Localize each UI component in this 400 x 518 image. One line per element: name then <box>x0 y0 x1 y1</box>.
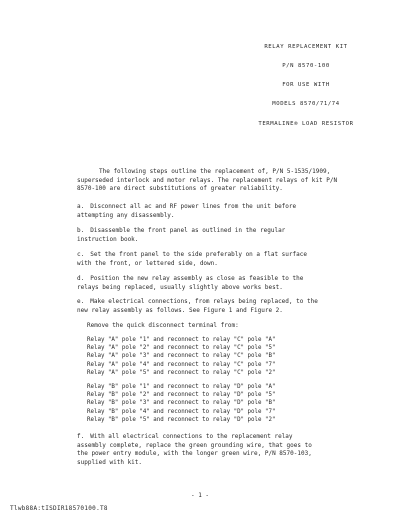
connection-row: Relay "B" pole "1" and reconnect to relay "D" pole "A" <box>87 384 276 390</box>
step-label: b. <box>77 227 85 234</box>
intro-line: 8570-100 are direct substitutions of greater reliability. <box>77 185 283 193</box>
step-label: c. <box>77 251 85 258</box>
step-a <box>77 203 351 220</box>
connection-row: Relay "A" pole "2" and reconnect to relay "C" pole "5" <box>87 345 276 352</box>
step-f <box>77 433 351 467</box>
step-label: a. <box>77 203 85 210</box>
step-text: Disassemble the front panel as outlined in the regular <box>90 227 286 234</box>
document-id: Tlwb88A:tISDIR18570100.T8 <box>10 505 108 512</box>
intro-line: superseded interlock and motor relays. The replacement relays of kit P/N <box>77 176 338 184</box>
step-text: relays being replaced, usually slightly above works best. <box>77 283 283 291</box>
step-text: attempting any disassembly. <box>77 211 175 219</box>
step-text: supplied with kit. <box>77 458 143 466</box>
step-text: new relay assembly as follows. See Figure 1 and Figure 2. <box>77 306 283 314</box>
page-number: - 1 - <box>190 492 210 499</box>
connection-row: Relay "A" pole "3" and reconnect to relay "C" pole "B" <box>87 353 276 360</box>
step-text: Set the front panel to the side preferably on a flat surface <box>90 251 307 258</box>
step-e <box>77 298 351 315</box>
step-text: Disconnect all ac and RF power lines from the unit before <box>90 203 297 210</box>
connection-row: Relay "A" pole "1" and reconnect to relay "C" pole "A" <box>87 337 276 343</box>
step-label: e. <box>77 298 85 305</box>
connection-row: Relay "A" pole "4" and reconnect to relay "C" pole "7" <box>87 361 276 368</box>
intro-line: The following steps outline the replacement of, P/N 5-1535/1909, <box>99 168 331 175</box>
step-text: assembly complete, replace the green grounding wire, that goes to <box>77 441 312 449</box>
step-label: d. <box>77 275 85 282</box>
for-use-with: FOR USE WITH <box>282 82 330 88</box>
step-text: Position the new relay assembly as close as feasible to the <box>90 275 304 282</box>
step-text: instruction book. <box>77 235 139 243</box>
step-b <box>77 227 351 244</box>
connection-row: Relay "B" pole "3" and reconnect to relay "D" pole "B" <box>87 400 276 407</box>
step-text: With all electrical connections to the replacement relay <box>90 433 293 440</box>
step-label: f. <box>77 433 85 440</box>
step-c <box>77 251 351 268</box>
step-text: with the front, or lettered side, down. <box>77 259 218 267</box>
connection-row: Relay "A" pole "5" and reconnect to relay "C" pole "2" <box>87 369 276 376</box>
remove-note: Remove the quick disconnect terminal from: <box>87 322 239 329</box>
step-text: Make electrical connections, from relays being replaced, to the <box>90 298 318 305</box>
part-number: P/N 8570-100 <box>282 63 330 69</box>
connection-list-a <box>87 336 347 377</box>
intro-paragraph <box>77 168 351 194</box>
models: MODELS 8570/71/74 <box>272 101 340 107</box>
connection-list-b <box>87 383 347 424</box>
kit-title: RELAY REPLACEMENT KIT <box>264 44 348 50</box>
step-d <box>77 275 351 292</box>
connection-row: Relay "B" pole "4" and reconnect to relay "D" pole "7" <box>87 408 276 415</box>
connection-row: Relay "B" pole "5" and reconnect to relay "D" pole "2" <box>87 416 276 423</box>
product-subtitle: TERMALINE® LOAD RESISTOR <box>258 121 354 127</box>
connection-row: Relay "B" pole "2" and reconnect to relay "D" pole "5" <box>87 392 276 399</box>
step-text: the power entry module, with the longer green wire, P/N 8570-103, <box>77 450 312 458</box>
